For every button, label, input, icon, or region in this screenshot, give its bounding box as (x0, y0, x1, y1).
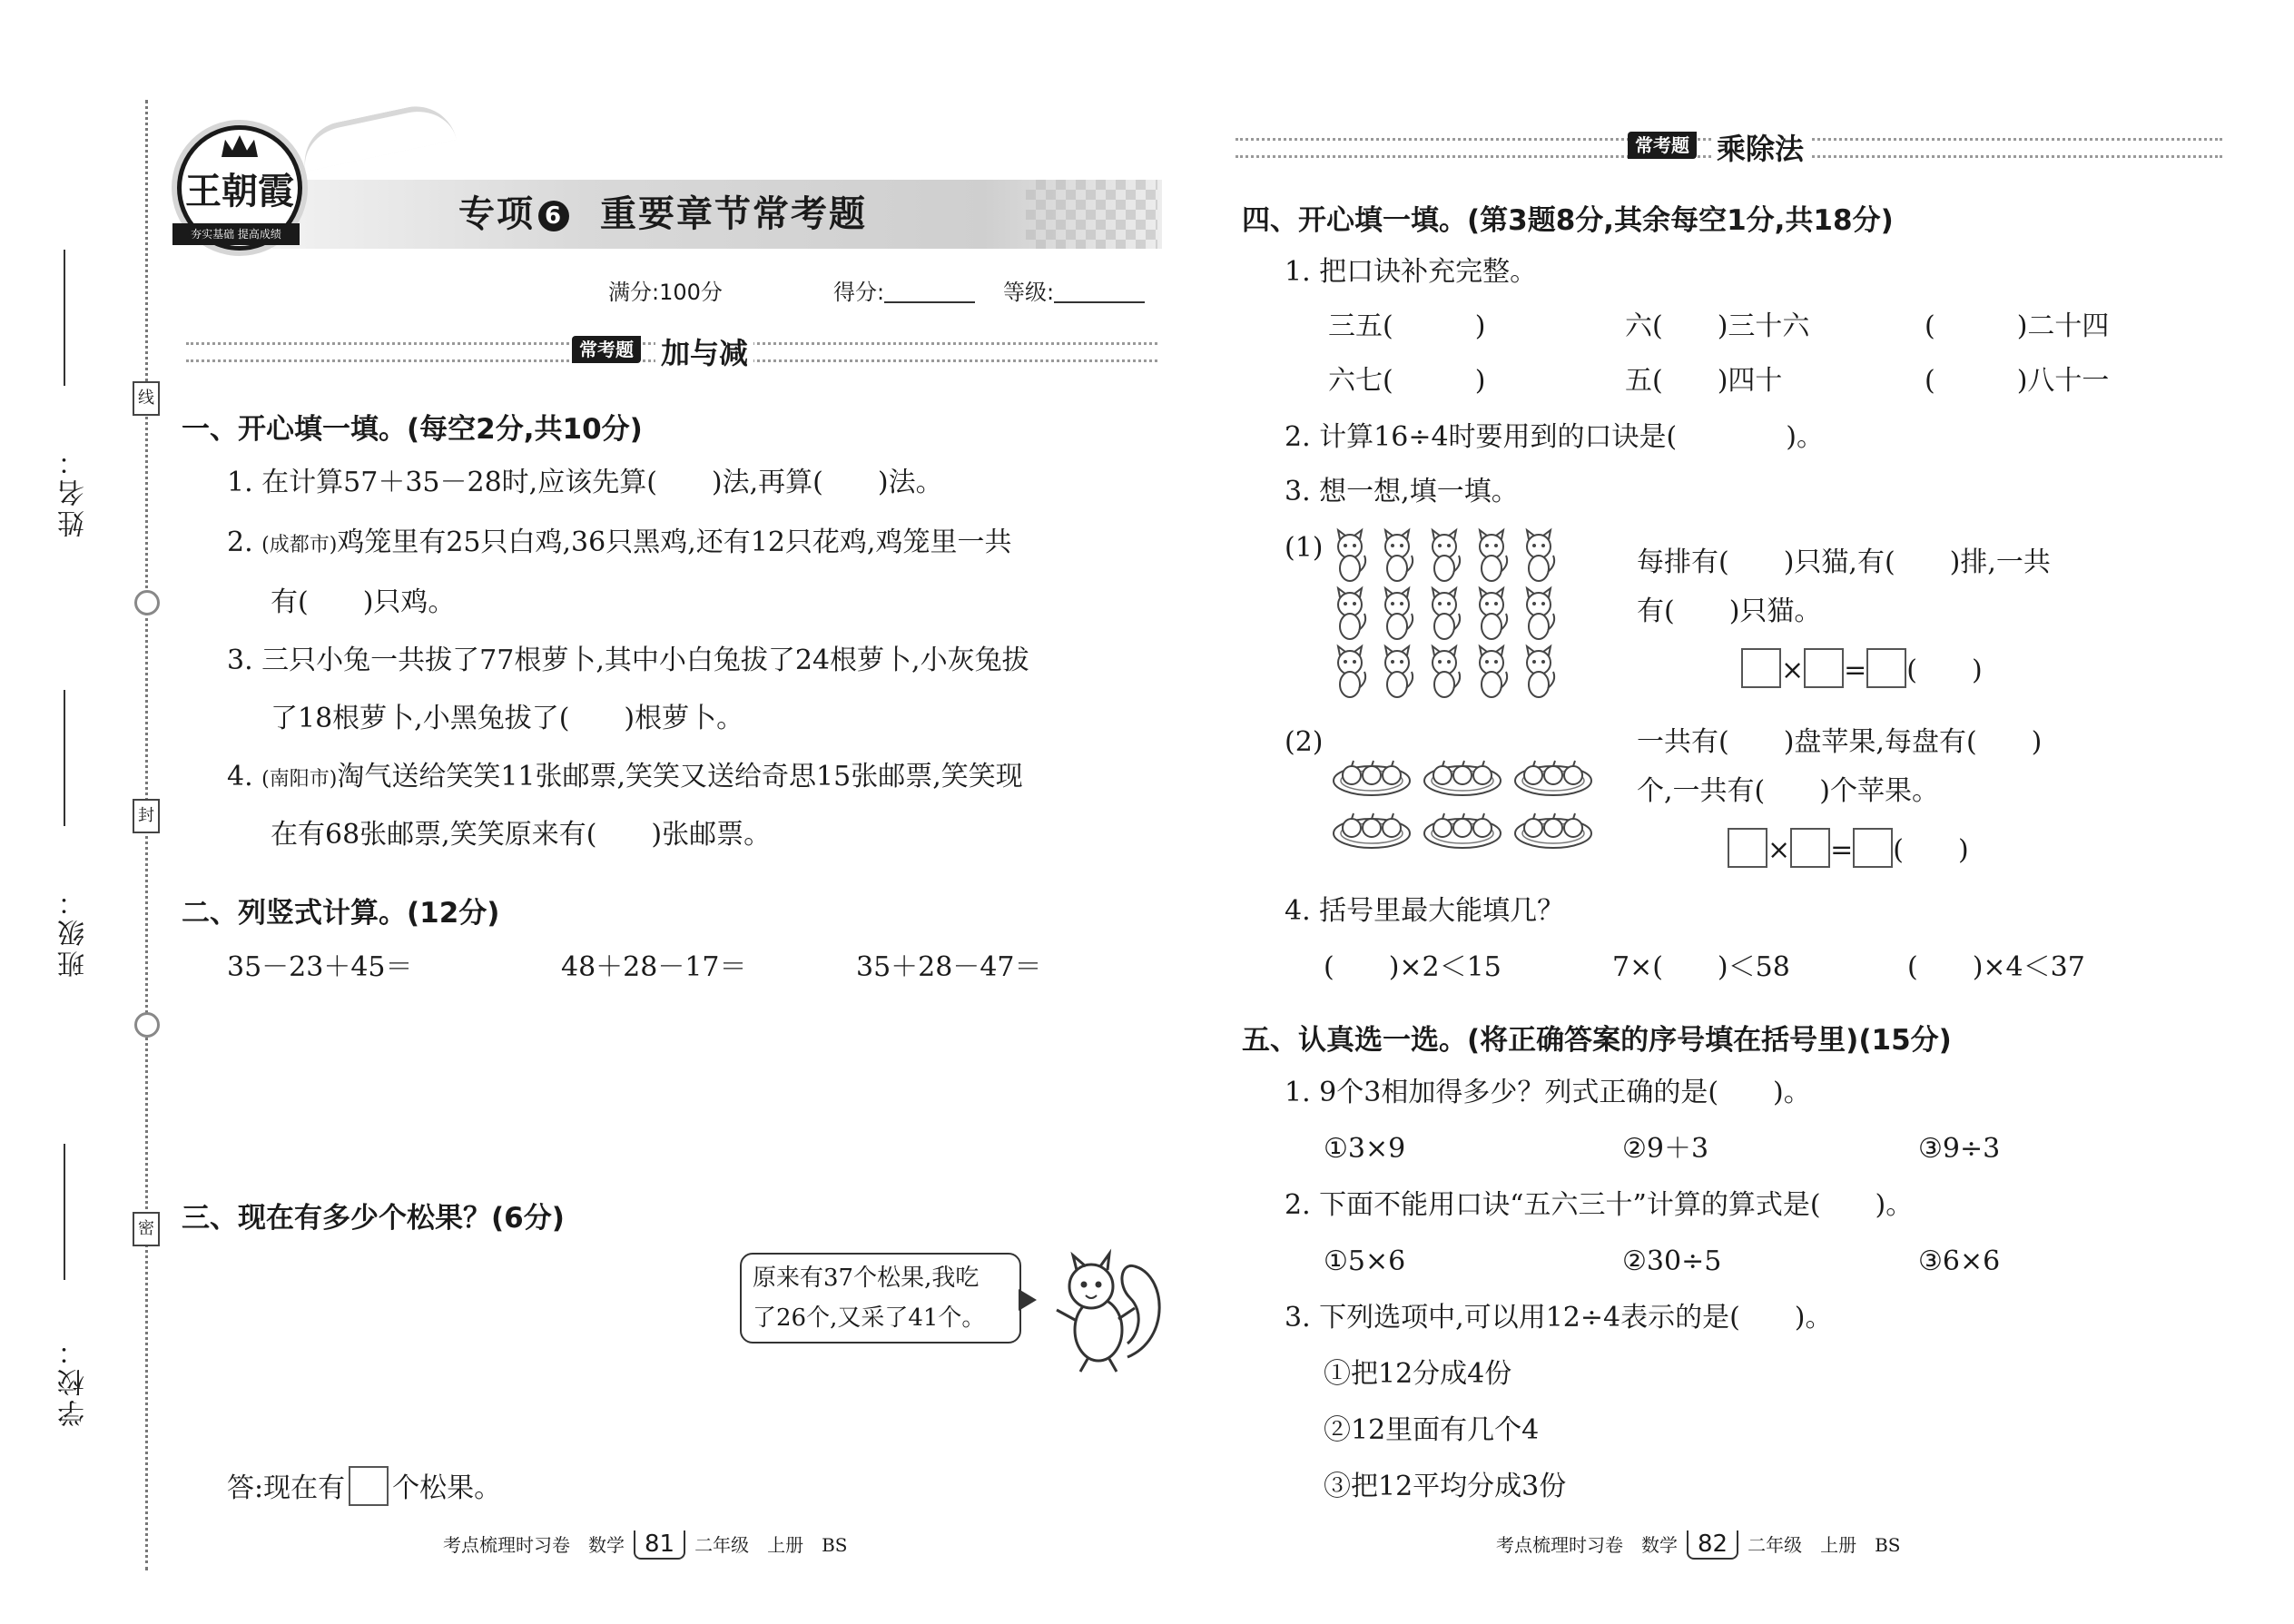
cat-icon (1480, 646, 1507, 697)
p1-q2: 2. (成都市)鸡笼里有25只白鸡,36只黑鸡,还有12只花鸡,鸡笼里一共 (227, 527, 1012, 558)
part3-heading: 三、现在有多少个松果？(6分) (182, 1202, 565, 1235)
unit-paren: ( ) (1893, 834, 1969, 866)
equation-box[interactable] (1866, 648, 1906, 688)
cat-icon (1385, 646, 1413, 697)
name-rule (64, 250, 65, 386)
bubble-tail (1019, 1289, 1037, 1311)
apple-plate-icon (1515, 761, 1591, 795)
equation-box[interactable] (1790, 828, 1830, 868)
inequality-item: ( )×4＜37 (1907, 951, 2085, 983)
choice-option: ①3×9 (1324, 1133, 1406, 1165)
crown-icon (222, 135, 258, 157)
q3b-line1: 一共有( )盘苹果,每盘有( ) (1637, 726, 2043, 758)
mult-row2-item: 六七( ) (1328, 365, 1486, 397)
p4-q3: 3. 想一想,填一填。 (1285, 476, 1519, 507)
section-title: 乘除法 (1711, 126, 1809, 168)
page-number: 81 (634, 1530, 685, 1560)
part5-heading: 五、认真选一选。(将正确答案的序号填在括号里)(15分) (1242, 1024, 1952, 1057)
unit-paren: ( ) (1906, 655, 1983, 686)
region-tag: (成都市) (261, 534, 338, 556)
choice-option: ②12里面有几个4 (1324, 1414, 1540, 1446)
seal-char-xian: 线 (133, 381, 160, 416)
equation-box[interactable] (1853, 828, 1893, 868)
footer-grade: 二年级 上册 BS (694, 1534, 848, 1556)
equation-box[interactable] (1728, 828, 1767, 868)
cat-icon (1338, 530, 1365, 581)
binding-ring-icon (134, 590, 160, 615)
p1-q4: 4. (南阳市)淘气送给笑笑11张邮票,笑笑又送给奇思15张邮票,笑笑现 (227, 761, 1023, 792)
grade-field[interactable] (1003, 274, 1145, 306)
answer-box[interactable] (349, 1466, 389, 1506)
score-label: 得分: (833, 280, 885, 305)
cat-icon (1433, 588, 1460, 639)
section-title: 加与减 (655, 330, 753, 372)
mult-row2-item: ( )八十一 (1925, 365, 2110, 397)
p5-q1: 1. 9个3相加得多少？列式正确的是( )。 (1285, 1077, 1811, 1108)
page-title (458, 185, 867, 237)
answer-suffix: 个松果。 (392, 1472, 502, 1504)
p1-q3-line2: 了18根萝卜,小黑兔拔了( )根萝卜。 (271, 703, 744, 734)
choice-option: ③9÷3 (1918, 1133, 2001, 1165)
page-number: 82 (1687, 1530, 1738, 1560)
cat-icon (1480, 588, 1507, 639)
bubble-line2: 了26个,又采了41个。 (753, 1304, 986, 1332)
equation-box[interactable] (1741, 648, 1781, 688)
p1-q2-line2: 有( )只鸡。 (271, 586, 456, 618)
seal-char-feng: 封 (133, 799, 160, 833)
q3a-label: (1) (1285, 532, 1324, 564)
p5-q3: 3. 下列选项中,可以用12÷4表示的是( )。 (1285, 1302, 1833, 1334)
title-prefix: 专项 (458, 193, 535, 235)
apple-plate-icon (1424, 761, 1501, 795)
p1-q3-line1: 3. 三只小兔一共拔了77根萝卜,其中小白兔拔了24根萝卜,小灰兔拔 (227, 645, 1029, 676)
calc-item: 35－23＋45＝ (227, 951, 413, 983)
logo-text: 王朝霞 (185, 170, 294, 212)
inequality-item: ( )×2＜15 (1324, 951, 1501, 983)
cat-icon (1433, 530, 1460, 581)
calc-item: 35＋28－47＝ (856, 951, 1042, 983)
region-tag: (南阳市) (261, 768, 338, 791)
q3a-line2: 有( )只猫。 (1637, 595, 1822, 627)
section-tag: 常考题 (1628, 132, 1697, 159)
checker-decoration (1026, 180, 1157, 249)
cat-icon (1385, 530, 1413, 581)
q3b-label: (2) (1285, 726, 1324, 758)
footer-left (443, 1530, 848, 1560)
apple-plates-illustration (1328, 750, 1673, 859)
p5-q2: 2. 下面不能用口诀“五六三十”计算的算式是( )。 (1285, 1189, 1914, 1221)
score-blank[interactable] (884, 301, 975, 303)
calc-item: 48＋28－17＝ (561, 951, 747, 983)
choice-option: ③把12平均分成3份 (1324, 1471, 1567, 1502)
equals-sign: = (1830, 834, 1854, 866)
cat-icon (1527, 588, 1554, 639)
q3a-line1: 每排有( )只猫,有( )排,一共 (1637, 546, 2051, 578)
mult-row2-item: 五( )四十 (1625, 365, 1783, 397)
logo-ribbon: 夯实基础 提高成绩 (172, 223, 300, 245)
title-number-badge: 6 (538, 201, 569, 231)
p1-q4-line1: 淘气送给笑笑11张邮票,笑笑又送给奇思15张邮票,笑笑现 (337, 761, 1023, 792)
cat-icon (1527, 646, 1554, 697)
times-sign: × (1767, 834, 1791, 866)
cat-icon (1480, 530, 1507, 581)
footer-book: 考点梳理时习卷 数学 (1496, 1534, 1678, 1556)
footer-right (1496, 1530, 1901, 1560)
binding-ring-icon (134, 1012, 160, 1038)
cat-icon (1433, 646, 1460, 697)
apple-plate-icon (1334, 813, 1410, 848)
p4-q2: 2. 计算16÷4时要用到的口诀是( )。 (1285, 421, 1824, 453)
apple-plate-icon (1334, 761, 1410, 795)
equation-box[interactable] (1804, 648, 1844, 688)
name-label: 姓名： (58, 445, 90, 537)
cat-icon (1385, 588, 1413, 639)
p4-q1: 1. 把口诀补充完整。 (1285, 256, 1538, 288)
choice-option: ②30÷5 (1622, 1245, 1722, 1277)
ribbon-swoosh-decoration (297, 99, 457, 172)
school-rule (64, 1144, 65, 1280)
binding-dotted-line (145, 100, 148, 1570)
p1-q2-line1: 鸡笼里有25只白鸡,36只黑鸡,还有12只花鸡,鸡笼里一共 (337, 527, 1012, 558)
class-rule (64, 690, 65, 826)
part4-heading: 四、开心填一填。(第3题8分,其余每空1分,共18分) (1242, 204, 1894, 237)
mult-row1-item: 三五( ) (1328, 310, 1486, 342)
squirrel-illustration (1044, 1248, 1162, 1375)
equals-sign: = (1844, 655, 1867, 686)
section-tag: 常考题 (572, 336, 641, 363)
inequality-item: 7×( )＜58 (1612, 951, 1790, 983)
apple-plate-icon (1515, 813, 1591, 848)
footer-grade: 二年级 上册 BS (1748, 1534, 1901, 1556)
class-label: 班级： (58, 885, 90, 978)
bubble-line1: 原来有37个松果,我吃 (753, 1265, 980, 1292)
right-page (1147, 0, 2294, 1624)
mult-row1-item: 六( )三十六 (1625, 310, 1810, 342)
footer-book: 考点梳理时习卷 数学 (443, 1534, 625, 1556)
apple-plate-icon (1424, 813, 1501, 848)
title-main: 重要章节常考题 (600, 193, 867, 235)
p4-q4: 4. 括号里最大能填几？ (1285, 895, 1565, 927)
q3b-line2: 个,一共有( )个苹果。 (1637, 775, 1939, 807)
part2-heading: 二、列竖式计算。(12分) (182, 897, 500, 930)
answer-prefix: 答:现在有 (227, 1472, 346, 1504)
grade-blank[interactable] (1054, 301, 1145, 303)
cat-icon (1527, 530, 1554, 581)
times-sign: × (1781, 655, 1805, 686)
choice-option: ①5×6 (1324, 1245, 1406, 1277)
choice-option: ③6×6 (1918, 1245, 2001, 1277)
school-label: 学校： (58, 1334, 90, 1427)
q3a-equation (1741, 648, 1983, 689)
part1-heading: 一、开心填一填。(每空2分,共10分) (182, 413, 643, 446)
answer-line (227, 1466, 501, 1507)
mult-row1-item: ( )二十四 (1925, 310, 2110, 342)
p1-q1: 1. 在计算57＋35－28时,应该先算( )法,再算( )法。 (227, 467, 943, 498)
cat-icon (1338, 588, 1365, 639)
score-field[interactable] (833, 274, 975, 306)
speech-bubble (740, 1253, 1021, 1343)
grade-label: 等级: (1003, 280, 1055, 305)
cat-icon (1338, 646, 1365, 697)
choice-option: ②9＋3 (1622, 1133, 1709, 1165)
choice-option: ①把12分成4份 (1324, 1358, 1512, 1390)
q3b-equation (1728, 828, 1969, 869)
full-score: 满分:100分 (608, 280, 723, 305)
p1-q4-line2: 在有68张邮票,笑笑原来有( )张邮票。 (271, 819, 772, 851)
seal-char-mi: 密 (133, 1212, 160, 1246)
